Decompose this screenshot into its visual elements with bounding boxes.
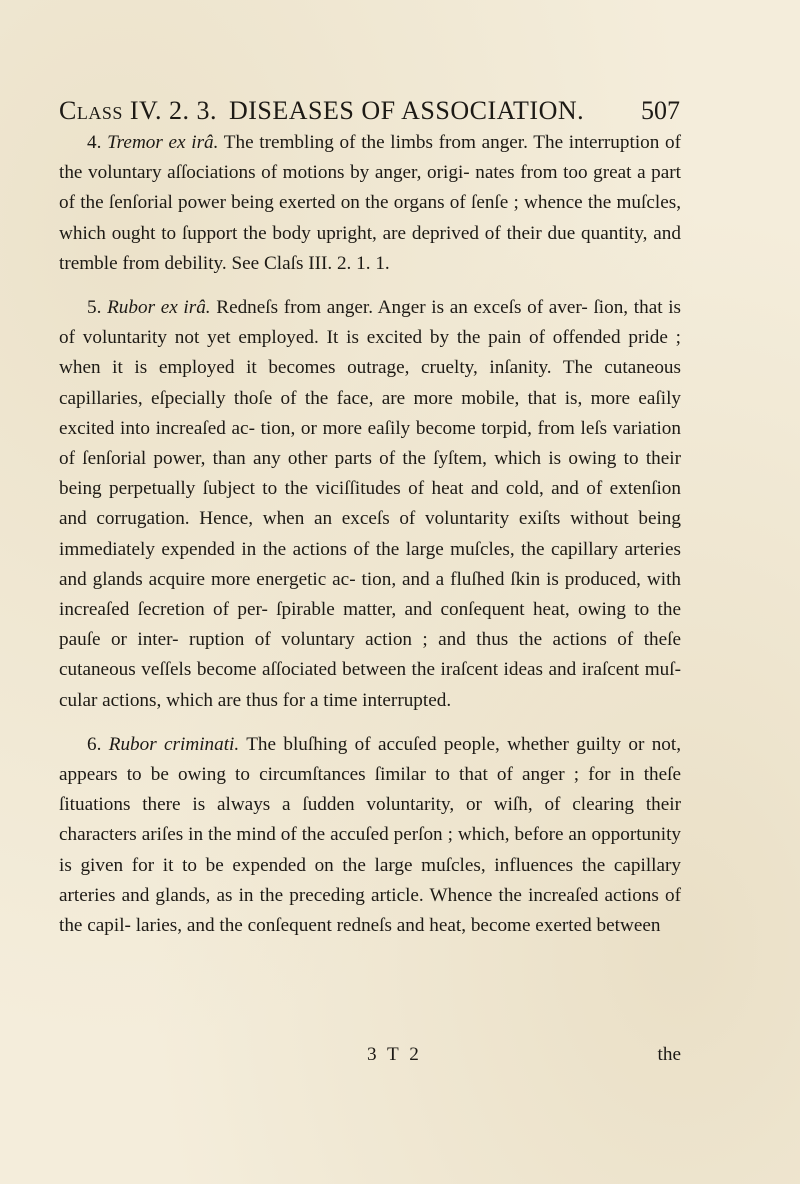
class-label: Class IV. 2. 3.: [59, 96, 217, 125]
paragraph-text: Redneſs from anger. Anger is an exceſs of aver- ſion, that is of voluntarity not yet employed. It is excited by the pain of offended pride ; when it is employed it becomes outrage, cruelty, inſanity. The cutaneous capillaries, eſpecially thoſe of the face, are more mobile, that is, more eaſily excited into increaſed ac- tion, or more eaſily become torpid, from leſs variation of ſenſorial power, than any other parts of the ſyſtem, which is owing to their being perpetually ſubject to the viciſſitudes of heat and cold, and of extenſion and corrugation. Hence, when an exceſs of voluntarity exiſts without being immediately expended in the actions of the large muſcles, the capillary arteries and glands acquire more energetic ac- tion, and a fluſhed ſkin is produced, with increaſed ſecretion of per- ſpirable matter, and conſequent heat, owing to the pauſe or inter- ruption of voluntary action ; and thus the actions of theſe cutaneous veſſels become aſſociated between the iraſcent ideas and iraſcent muſ- cular actions, which are thus for a time interrupted.: [59, 297, 682, 711]
paragraph-text: The trembling of the limbs from anger. The interruption of the voluntary aſſociations of motions by anger, origi- nates from too great a part of the ſenſorial power being exerted on the organs of ſenſe ; whence the muſcles, which ought to ſupport the body upright, are deprived of their due quantity, and tremble from debility. See Claſs III. 2. 1. 1.: [59, 132, 681, 274]
paragraph-heading: Rubor ex irâ.: [107, 297, 211, 319]
catchword: the: [657, 1044, 681, 1065]
page-body: [59, 128, 681, 955]
paragraph-rubor-ex-ira: [59, 293, 681, 716]
paragraph-number: 5.: [87, 297, 102, 319]
paragraph-number: 4.: [87, 132, 102, 153]
paragraph-heading: Tremor ex irâ.: [107, 132, 219, 153]
paragraph-tremor-ex-ira: [59, 128, 681, 279]
paragraph-text: The bluſhing of accuſed people, whether guilty or not, appears to be owing to circumſtances ſimilar to that of anger ; for in theſe ſituations there is always a ſudden voluntarity, or wiſh, of clearing their characters ariſes in the mind of the accuſed perſon ; which, before an opportunity is given for it to be expended on the large muſcles, influences the capillary arteries and glands, as in the preceding article. Whence the increaſed actions of the capil- laries, and the conſequent redneſs and heat, become exerted between: [59, 733, 682, 937]
paragraph-number: 6.: [87, 733, 102, 755]
running-header: [59, 96, 679, 132]
paragraph-heading: Rubor criminati.: [108, 733, 240, 755]
paragraph-rubor-criminati: [59, 730, 681, 941]
running-title: DISEASES OF ASSOCIATION.: [229, 96, 585, 125]
footer-catchline: [59, 1044, 681, 1074]
signature-mark: 3 T 2: [367, 1044, 422, 1065]
page-number: 507: [641, 96, 680, 125]
